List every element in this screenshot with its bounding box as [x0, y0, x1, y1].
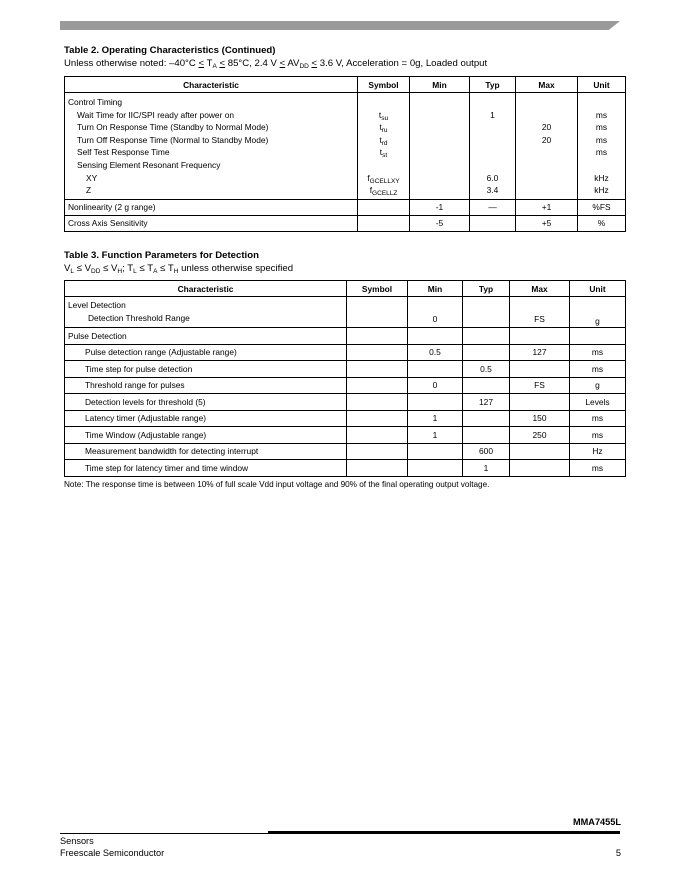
- row-label: Nonlinearity (2 g range): [65, 199, 358, 215]
- max-value: +5: [516, 215, 578, 231]
- col-min: Min: [410, 77, 470, 93]
- page-number: 5: [615, 848, 621, 858]
- typ-value: [463, 410, 510, 427]
- max-value: [510, 443, 570, 460]
- part-number: MMA7455L: [573, 817, 621, 827]
- row-label: Time step for pulse detection: [65, 361, 347, 378]
- row-label: Wait Time for IIC/SPI ready after power on: [77, 109, 235, 120]
- max-value: 127: [510, 344, 570, 361]
- group-row: [65, 328, 626, 345]
- unit-value: kHz: [594, 185, 609, 196]
- max-value: 20: [541, 122, 552, 133]
- table3-title: Table 3. Function Parameters for Detection: [64, 250, 259, 261]
- footer-divider-thick: [268, 831, 620, 834]
- unit-value: ms: [595, 147, 608, 158]
- max-value: 150: [510, 410, 570, 427]
- max-value: [510, 460, 570, 477]
- group-label: Pulse Detection: [65, 328, 347, 345]
- max-value: 20: [541, 134, 552, 145]
- max-value: +1: [516, 199, 578, 215]
- header-bar: [60, 21, 620, 30]
- unit-value: g: [570, 297, 626, 328]
- symbol: $t_{su}$: [378, 109, 389, 122]
- unit-value: ms: [570, 410, 626, 427]
- max-value: [519, 109, 574, 122]
- min-value: 1: [408, 410, 463, 427]
- symbol: $f_{GCELLXY}$: [367, 172, 400, 185]
- group-label: Level Detection: [68, 300, 126, 310]
- typ-value: 600: [463, 443, 510, 460]
- min-value: [413, 134, 466, 147]
- table2-title: Table 2. Operating Characteristics (Continued): [64, 45, 276, 56]
- min-value: 0: [408, 297, 463, 328]
- min-value: -1: [410, 199, 470, 215]
- max-value: 250: [510, 427, 570, 444]
- unit-value: Levels: [570, 394, 626, 411]
- row-label: Turn On Response Time (Standby to Normal Mode): [77, 122, 269, 133]
- table2-conditions: Unless otherwise noted: $-40^\circ C < T_A < 85^\circ C$, 2.4 $V < AV_{DD} < 3.6$ V, Acceleration = 0g, Loaded output: [64, 58, 488, 70]
- max-value: [519, 146, 574, 159]
- table-row: [65, 443, 626, 460]
- col-min: Min: [408, 281, 463, 297]
- row-label: Cross Axis Sensitivity: [65, 215, 358, 231]
- typ-value: 0.5: [463, 361, 510, 378]
- table-row: [65, 361, 626, 378]
- typ-value: 1: [463, 460, 510, 477]
- row-label: Threshold range for pulses: [65, 377, 347, 394]
- table3-conditions: $V_L \le V_{DD} \le V_H$; $T_L \le T_A \le T_H$ unless otherwise specified: [64, 263, 294, 275]
- unit-value: Hz: [570, 443, 626, 460]
- max-value: [510, 394, 570, 411]
- min-value: 0: [408, 377, 463, 394]
- unit-value: ms: [595, 134, 608, 145]
- table-row: [65, 410, 626, 427]
- unit-value: %: [578, 215, 626, 231]
- min-value: 1: [408, 427, 463, 444]
- row-label: XY: [86, 172, 98, 183]
- level-detection-block: [65, 297, 626, 328]
- row-label: Time step for latency timer and time window: [65, 460, 347, 477]
- min-value: 0.5: [408, 344, 463, 361]
- col-typ: Typ: [470, 77, 516, 93]
- table-row: [65, 215, 626, 231]
- typ-value: 127: [463, 394, 510, 411]
- min-value: [408, 460, 463, 477]
- control-timing-block: [65, 93, 626, 200]
- typ-value: [463, 297, 510, 328]
- table-row: [65, 394, 626, 411]
- typ-value: [473, 134, 512, 147]
- col-max: Max: [516, 77, 578, 93]
- unit-value: ms: [595, 109, 608, 120]
- unit-value: ms: [570, 427, 626, 444]
- col-characteristic: Characteristic: [65, 77, 358, 93]
- footer-category: Sensors: [60, 836, 94, 846]
- max-value: [510, 361, 570, 378]
- table-row: [65, 427, 626, 444]
- table-row: [65, 344, 626, 361]
- typ-value: —: [470, 199, 516, 215]
- col-characteristic: Characteristic: [65, 281, 347, 297]
- row-label: Detection levels for threshold (5): [65, 394, 347, 411]
- min-value: [408, 443, 463, 460]
- symbol: $t_{st}$: [379, 147, 388, 160]
- row-label: Sensing Element Resonant Frequency: [77, 159, 221, 170]
- row-label: Measurement bandwidth for detecting interrupt: [65, 443, 347, 460]
- group-label: Control Timing: [68, 97, 122, 107]
- min-value: [413, 121, 466, 134]
- unit-value: ms: [570, 361, 626, 378]
- unit-value: ms: [595, 122, 608, 133]
- max-value: FS: [510, 377, 570, 394]
- min-value: [408, 361, 463, 378]
- col-max: Max: [510, 281, 570, 297]
- col-symbol: Symbol: [347, 281, 408, 297]
- typ-value: [463, 377, 510, 394]
- symbol: $t_{ru}$: [379, 122, 388, 135]
- unit-value: kHz: [594, 172, 609, 183]
- table-note: Note: The response time is between 10% of full scale Vdd input voltage and 90% of the final operating output voltage.: [64, 480, 490, 489]
- table-row: [65, 199, 626, 215]
- symbol: $f_{GCELLZ}$: [369, 185, 398, 198]
- row-label: Latency timer (Adjustable range): [65, 410, 347, 427]
- table-header-row: [65, 77, 626, 93]
- typ-value: [463, 344, 510, 361]
- table-header-row: [65, 281, 626, 297]
- unit-value: ms: [570, 344, 626, 361]
- operating-characteristics-table: [64, 76, 626, 232]
- typ-value: [470, 215, 516, 231]
- max-value: FS: [510, 297, 570, 328]
- row-label: Z: [86, 185, 92, 196]
- row-label: Self Test Response Time: [77, 147, 170, 158]
- col-unit: Unit: [578, 77, 626, 93]
- unit-value: ms: [570, 460, 626, 477]
- typ-value: 3.4: [486, 185, 499, 196]
- table-row: [65, 460, 626, 477]
- footer-company: Freescale Semiconductor: [60, 848, 165, 858]
- unit-value: g: [570, 377, 626, 394]
- function-parameters-table: [64, 280, 626, 477]
- min-value: [408, 394, 463, 411]
- col-symbol: Symbol: [358, 77, 410, 93]
- row-label: Turn Off Response Time (Normal to Standby Mode): [77, 134, 269, 145]
- symbol: $t_{rd}$: [379, 134, 388, 147]
- table-row: [65, 377, 626, 394]
- row-label: Detection Threshold Range: [88, 313, 190, 323]
- min-value: -5: [410, 215, 470, 231]
- typ-value: 1: [490, 109, 495, 120]
- typ-value: [473, 146, 512, 159]
- row-label: Pulse detection range (Adjustable range): [65, 344, 347, 361]
- typ-value: 6.0: [486, 172, 499, 183]
- col-typ: Typ: [463, 281, 510, 297]
- row-label: Time Window (Adjustable range): [65, 427, 347, 444]
- min-value: [413, 109, 466, 122]
- typ-value: [463, 427, 510, 444]
- min-value: [413, 146, 466, 159]
- unit-value: %FS: [578, 199, 626, 215]
- col-unit: Unit: [570, 281, 626, 297]
- typ-value: [473, 121, 512, 134]
